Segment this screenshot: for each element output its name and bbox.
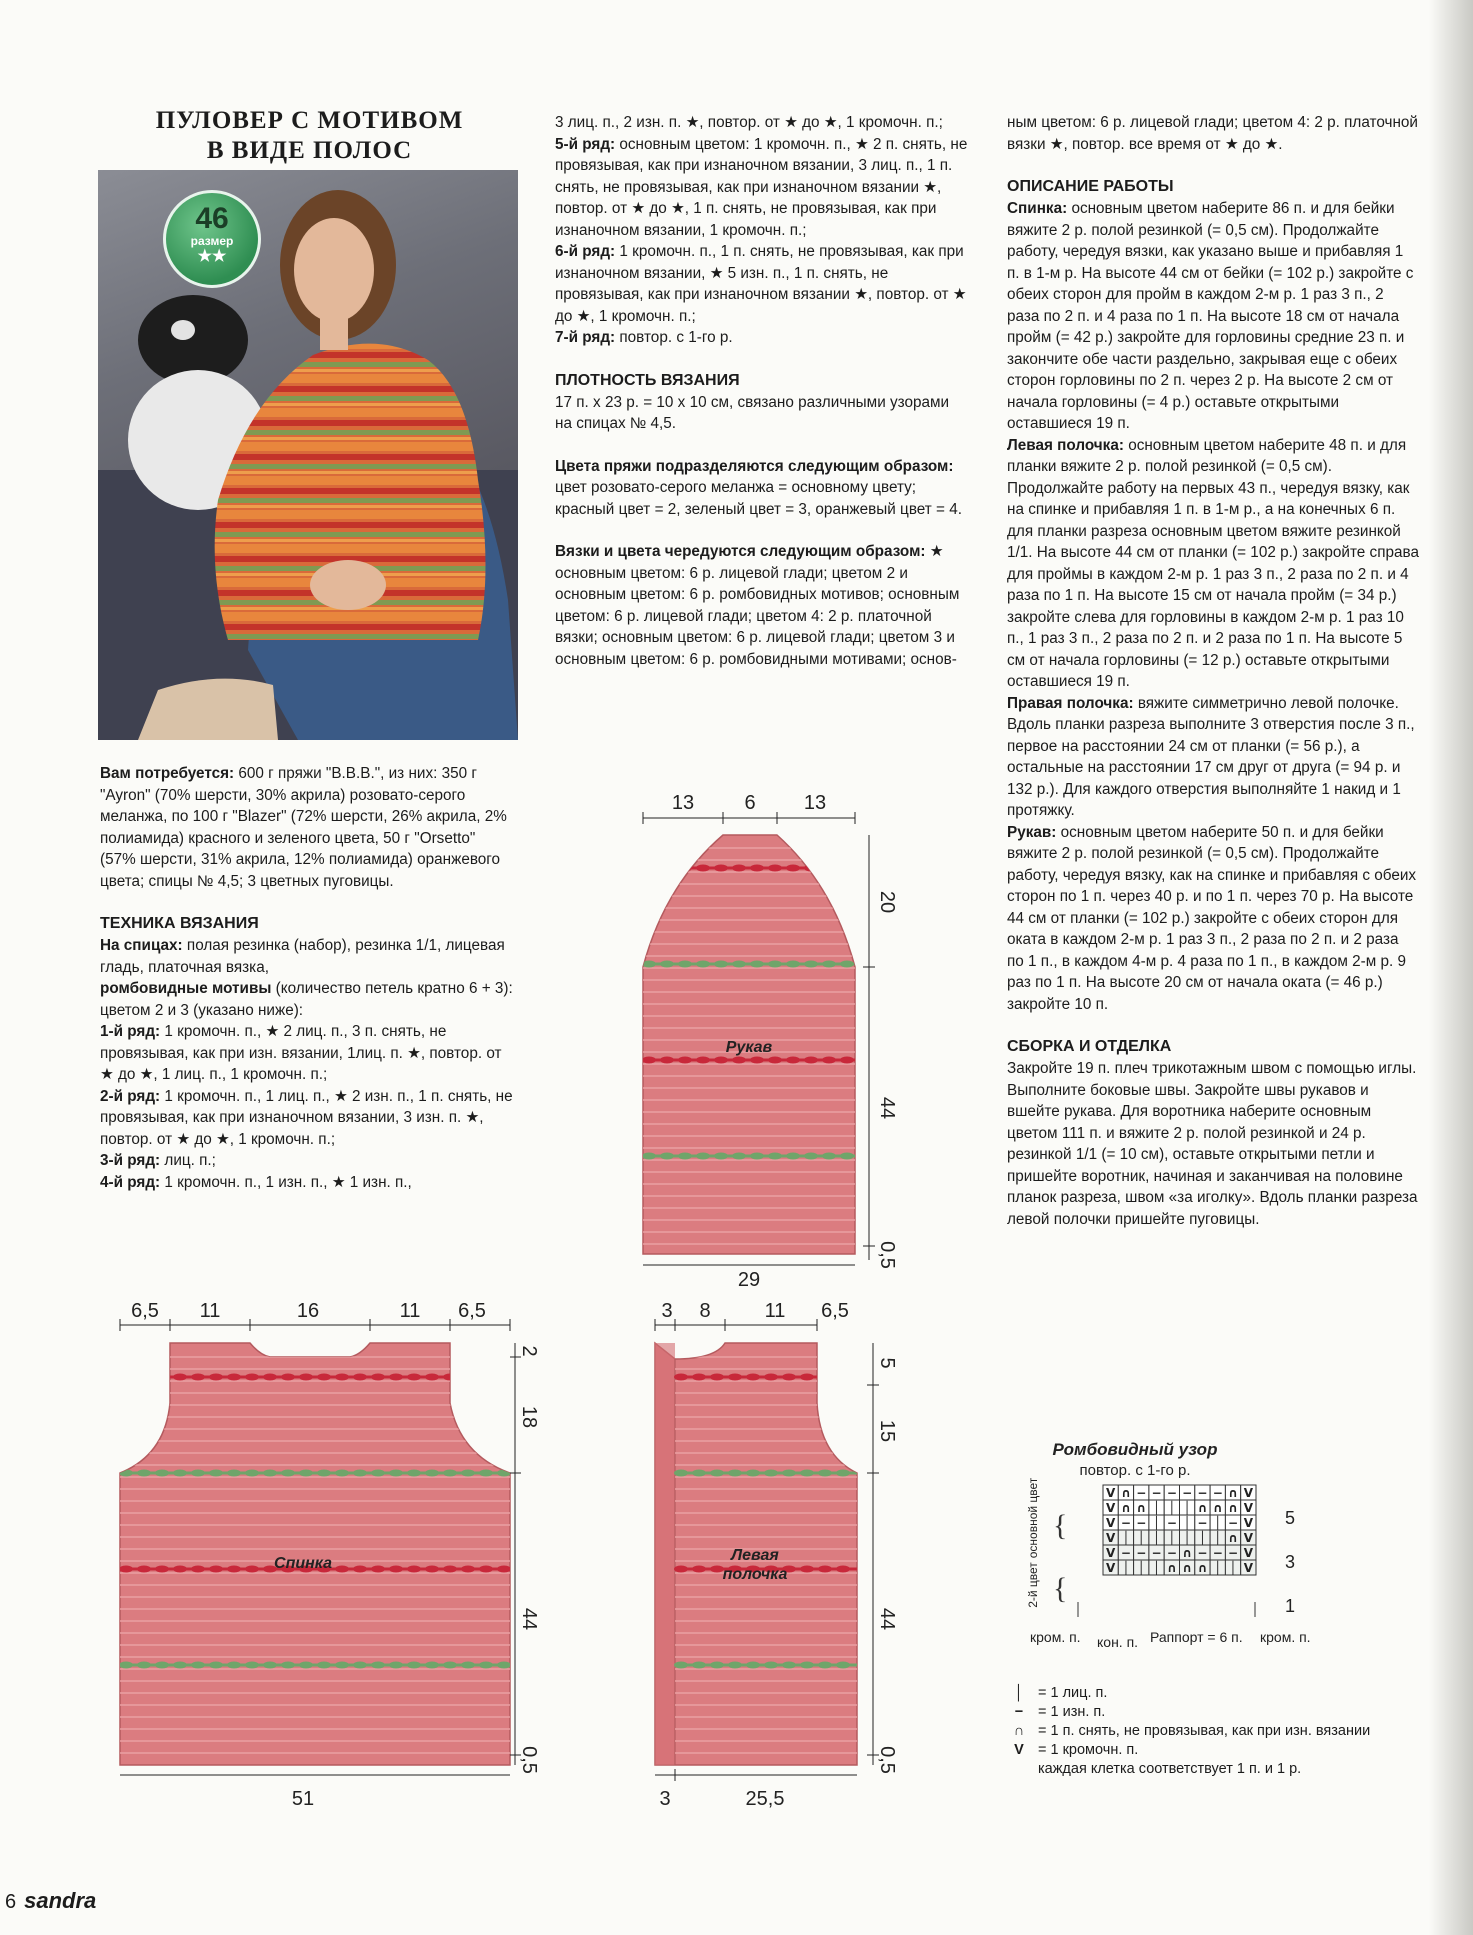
dim-front-right-3: 44 (876, 1607, 898, 1631)
motif-dot (443, 1566, 457, 1573)
chart-cell-symbol: − (1120, 1546, 1131, 1560)
motif-dot (840, 1153, 854, 1160)
chart-cell-symbol: V (1106, 1561, 1116, 1575)
motif-dot (710, 1374, 724, 1381)
chart-cell-symbol: ∩ (1212, 1501, 1223, 1515)
section-title-assembly: СБОРКА И ОТДЕЛКА (1007, 1038, 1172, 1055)
chart-side-main: основной цвет (1026, 1477, 1040, 1559)
chart-cell-symbol: ∩ (1197, 1501, 1208, 1515)
motif-dot (119, 1566, 133, 1573)
motif-dot (768, 865, 782, 872)
dim-front-top-2: 8 (699, 1300, 711, 1322)
dim-back-top-3: 16 (296, 1300, 320, 1322)
chart-cell-symbol: − (1151, 1546, 1162, 1560)
motif-dot (317, 1470, 331, 1477)
motif-dot (371, 1374, 385, 1381)
motif-dot (281, 1662, 295, 1669)
motif-dot (750, 1057, 764, 1064)
motif-dot (497, 1662, 511, 1669)
motif-dot (443, 1374, 457, 1381)
chart-cell-symbol: V (1106, 1501, 1116, 1515)
chart-legend (1003, 1684, 1403, 1779)
chart-cell-symbol: ∩ (1121, 1501, 1131, 1515)
chart-cell-symbol: │ (1214, 1561, 1222, 1575)
chart-cell-symbol: │ (1122, 1561, 1130, 1575)
chart-cell-symbol: ∩ (1228, 1531, 1238, 1545)
chart-cell-symbol: │ (1122, 1531, 1130, 1545)
motif-dot (782, 1374, 796, 1381)
motif-dot (461, 1470, 475, 1477)
motif-dot (714, 865, 728, 872)
chart-side-2: 2-й цвет (1026, 1562, 1040, 1608)
motif-dot (836, 1470, 850, 1477)
chart-cell-symbol: │ (1152, 1501, 1161, 1515)
slip-symbol-icon: ∩ (1013, 1723, 1025, 1739)
motif-dot (660, 1153, 674, 1160)
chart-cell-symbol: ∩ (1228, 1486, 1238, 1500)
column-3: ным цветом: 6 р. лицевой глади; цветом 4: 2 р. платочной вязки ★, повтор. все время от ★ до ★. ОПИСАНИЕ РАБОТЫ Спинка: основным цветом наберите 86 п. и для бейки вяжите 2 р. полой резинкой (= 0,5 см). Продолжайте работу, чередуя вязки, как указано выше и прибавляя 1 п. в 1-м р. На высоте 44 см от бейки (= 102 р.) закройте с обеих сторон для пройм в каждом 2-м р. 1 раз 3 п., 2 раза по 2 п. и 4 раза по 1 п. На высоте 18 см от начала пройм (= 42 р.) закройте для горловины средние 23 п. и закончите обе части раздельно, закрывая еще с обеих сторон горловины по 2 п. через 2 р. На высоте 2 см от начала горловины (= 4 р.) оставьте открытыми оставшиеся 19 п. Левая полочка: основным цветом наберите 48 п. и для планки вяжите 2 р. полой резинкой (= 0,5 см). Продолжайте работу на первых 43 п., чередуя вязку, как на спинке и прибавляя 1 п. в 1-м р., а на конечных 6 п. для планки разреза основным цветом вяжите резинкой 1/1. На высоте 44 см от планки (= 102 р.) закройте справа для проймы в каждом 2-м р. 1 раз 3 п., 2 раза по 2 п. и 4 раза по 1 п. На высоте 15 см от начала пройм (= 34 р.) закройте слева для горловины в каждом 2-м р. 1 раз 10 п., 1 раз 3 п., 2 раза по 2 п. и 2 раза по 1 п. На высоте 5 см от начала горловины (= 12 р.) оставьте открытыми оставшиеся 19 п. Правая полочка: вяжите симметрично левой полочке. Вдоль планки разреза выполните 3 отверстия после 3 п., первое на расстоянии 24 см от планки (= 56 р.), а остальные на расстоянии 17 см друг от друга (= 94 р. и 132 р.). Для каждого отверстия выполняйте 1 накид и 1 протяжку. Рукав: основным цветом наберите 50 п. и для бейки вяжите 2 р. полой резинкой (= 0,5 см). Продолжайте работу, чередуя вязку, как на спинке и прибавляя с обеих сторон по 1 п. через 40 р. и по 1 п. через 70 р. На высоте 44 см от планки (= 102 р.) закройте с обеих сторон для оката в каждом 2-м р. 1 раз 3 п., 2 раза по 2 п. и 2 раза по 1 п., в каждом 4-м р. 4 раза по 1 п., в каждом 2-м р. 9 раз по 1 п. На высоте 20 см от начала оката (= 46 р.) закройте 10 п. СБОРКА И ОТДЕЛКА Закройте 19 п. плеч трикотажным швом с помощью иглы. Выполните боковые швы. Закройте швы рукавов и вшейте рукава. Для воротника наберите основным цветом 111 п. и вяжите 2 р. полой резинкой и 24 р. резинкой 1/1 (= 10 см), оставьте открытыми петли и пришейте воротник, начиная и заканчивая на половине планок разреза, швом «за иголку». Вдоль планки разреза левой полочки пришейте пуговицы. (1007, 114, 1419, 1228)
motif-dot (678, 1057, 692, 1064)
motif-dot (371, 1662, 385, 1669)
chart-cell-symbol: │ (1183, 1531, 1191, 1545)
motif-dot (642, 865, 656, 872)
motif-dot (822, 961, 836, 968)
motif-dot (822, 1153, 836, 1160)
knit-symbol-icon: │ (1014, 1685, 1024, 1701)
dim-back-top-1: 6,5 (131, 1300, 159, 1322)
column-2: 3 лиц. п., 2 изн. п. ★, повтор. от ★ до ★, 1 кромочн. п.; 5-й ряд: основным цветом: 1 кромочн. п., ★ 2 п. снять, не провязывая, как при изнаночном вязании, 3 лиц. п., 1 п. снять, не провязывая, как при изнаночном вязании ★, повтор. от ★ до ★, 1 п. снять, не провязывая, как при изнаночном вязании, 1 кромочн. п.; 6-й ряд: 1 кромочн. п., 1 п. снять, не провязывая, как при изнаночном вязании, ★ 5 изн. п., 1 п. снять, не провязывая, как при изнаночном вязании ★, повтор. от ★ до ★, 1 кромочн. п.; 7-й ряд: повтор. с 1-го р. ПЛОТНОСТЬ ВЯЗАНИЯ 17 п. х 23 р. = 10 х 10 см, связано различными узорами на спицах № 4,5. Цвета пряжи подразделяются следующим образом: цвет розовато-серого меланжа = основному цвету; красный цвет = 2, зеленый цвет = 3, оранжевый цвет = 4. Вязки и цвета чередуются следующим образом: ★ основным цветом: 6 р. лицевой глади; цветом 2 и основным цветом: 6 р. ромбовидных мотивов; основным цветом: 6 р. лицевой глади; цветом 4: 2 р. платочной вязки; основным цветом: 6 р. лицевой глади; цветом 3 и основным цветом: 6 р. ромбовидными мотивами; основ- (555, 112, 970, 670)
chart-cell-symbol: │ (1152, 1531, 1161, 1545)
motif-dot (353, 1662, 367, 1669)
motif-dot (786, 865, 800, 872)
dim-back-right-2: 18 (518, 1405, 540, 1429)
chart-cell-symbol: − (1182, 1486, 1193, 1500)
sleeve-label: Рукав (725, 1039, 773, 1056)
motif-dot (818, 1566, 832, 1573)
legend-edge: V = 1 кромочн. п. (1003, 1741, 1403, 1760)
motif-dot (137, 1566, 151, 1573)
dim-back-top-4: 11 (399, 1300, 421, 1322)
stitch-chart (1015, 1435, 1345, 1665)
motif-dot (710, 1470, 724, 1477)
motif-dot (804, 1153, 818, 1160)
motif-dot (119, 1662, 133, 1669)
motif-dot (155, 1566, 169, 1573)
motif-dot (786, 1057, 800, 1064)
back-label: Спинка (274, 1555, 332, 1572)
motif-dot (353, 1470, 367, 1477)
motif-dot (137, 1662, 151, 1669)
motif-dot (764, 1662, 778, 1669)
chart-cell-symbol: V (1243, 1486, 1253, 1500)
motif-dot (497, 1374, 511, 1381)
motif-dot (674, 1566, 688, 1573)
legend-purl: − = 1 изн. п. (1003, 1703, 1403, 1722)
chart-cell-symbol: V (1106, 1546, 1116, 1560)
motif-dot (728, 1470, 742, 1477)
chart-cell-symbol: V (1243, 1546, 1253, 1560)
chart-cell-symbol: │ (1214, 1531, 1222, 1545)
motif-dot (425, 1566, 439, 1573)
motif-dot (732, 1057, 746, 1064)
dim-sleeve-right-1: 20 (876, 890, 898, 914)
motif-dot (245, 1470, 259, 1477)
chart-cell-symbol: ∩ (1197, 1561, 1208, 1575)
motif-dot (692, 1662, 706, 1669)
chart-cell-symbol: − (1166, 1486, 1177, 1500)
chart-cell-symbol: │ (1198, 1531, 1207, 1545)
chart-cell-symbol: │ (1152, 1516, 1161, 1530)
page-title: ПУЛОВЕР С МОТИВОМ В ВИДЕ ПОЛОС (155, 107, 464, 164)
legend-note: каждая клетка соответствует 1 п. и 1 р. (1038, 1761, 1302, 1777)
dim-front-right-4: 0,5 (876, 1746, 898, 1774)
motif-dot (822, 1057, 836, 1064)
motif-dot (479, 1470, 493, 1477)
motif-dot (800, 1566, 814, 1573)
motif-dot (353, 1566, 367, 1573)
dim-back-right-4: 0,5 (518, 1746, 540, 1774)
dim-sleeve-top-2: 6 (744, 792, 756, 814)
chart-cell-symbol: │ (1229, 1561, 1237, 1575)
motif-dot (119, 1470, 133, 1477)
motif-dot (371, 1566, 385, 1573)
motif-dot (836, 1566, 850, 1573)
chart-cell-symbol: │ (1214, 1516, 1222, 1530)
motif-dot (335, 1470, 349, 1477)
motif-dot (137, 1374, 151, 1381)
motif-dot (155, 1470, 169, 1477)
motif-dot (407, 1470, 421, 1477)
chart-cell-symbol: − (1166, 1546, 1177, 1560)
motif-dot (840, 961, 854, 968)
motif-dot (804, 961, 818, 968)
motif-dot (191, 1662, 205, 1669)
motif-dot (209, 1470, 223, 1477)
motif-dot (782, 1662, 796, 1669)
motif-dot (786, 961, 800, 968)
motif-dot (768, 961, 782, 968)
chart-cell-symbol: − (1136, 1486, 1147, 1500)
dim-back-right-1: 2 (518, 1345, 540, 1357)
motif-dot (746, 1662, 760, 1669)
chart-cell-symbol: V (1106, 1486, 1116, 1500)
motif-dot (263, 1374, 277, 1381)
motif-dot (692, 1470, 706, 1477)
chart-cell-symbol: − (1212, 1546, 1223, 1560)
dim-sleeve-right-3: 0,5 (876, 1241, 898, 1269)
chart-krom-left: кром. п. (1030, 1629, 1081, 1645)
dim-sleeve-top-1: 13 (671, 792, 695, 814)
motif-dot (443, 1662, 457, 1669)
motif-dot (674, 1470, 688, 1477)
motif-dot (800, 1374, 814, 1381)
chart-row-num-1: 1 (1285, 1596, 1296, 1616)
motif-dot (696, 1057, 710, 1064)
motif-dot (389, 1662, 403, 1669)
chart-grid (1103, 1485, 1256, 1575)
chart-cell-symbol: V (1243, 1516, 1253, 1530)
chart-cell-symbol: ∩ (1121, 1486, 1131, 1500)
motif-dot (425, 1662, 439, 1669)
motif-dot (407, 1662, 421, 1669)
motif-dot (768, 1057, 782, 1064)
page-footer (5, 1888, 96, 1914)
motif-dot (407, 1566, 421, 1573)
motif-dot (818, 1470, 832, 1477)
dim-front-top-4: 6,5 (821, 1300, 849, 1322)
front-label-2: полочка (722, 1566, 788, 1583)
motif-dot (317, 1662, 331, 1669)
chart-cell-symbol: − (1136, 1516, 1147, 1530)
chart-cell-symbol: │ (1137, 1561, 1145, 1575)
motif-dot (660, 961, 674, 968)
motif-dot (461, 1374, 475, 1381)
chart-cell-symbol: ∩ (1182, 1561, 1193, 1575)
motif-dot (696, 1153, 710, 1160)
chart-cell-symbol: − (1197, 1546, 1208, 1560)
chart-cell-symbol: │ (1183, 1501, 1191, 1515)
motif-dot (728, 1374, 742, 1381)
motif-dot (768, 1153, 782, 1160)
chart-cell-symbol: │ (1183, 1516, 1191, 1530)
motif-dot (371, 1470, 385, 1477)
motif-dot (245, 1566, 259, 1573)
chart-cell-symbol: V (1243, 1531, 1253, 1545)
chart-cell-symbol: │ (1168, 1531, 1176, 1545)
motif-dot (696, 961, 710, 968)
motif-dot (425, 1470, 439, 1477)
motif-dot (119, 1374, 133, 1381)
materials-paragraph: Вам потребуется: 600 г пряжи "B.B.B.", из них: 350 г "Ayron" (70% шерсти, 30% акрила) розовато-серого меланжа, по 100 г "Blazer" (72% шерсти, 26% акрила, 2% полиамида) красного и зеленого цвета, 50 г "Orsetto" (57% шерсти, 31% акрила, 12% полиамида) оранжевого цвета; спицы № 4,5; 3 цветных пуговицы. (100, 765, 507, 890)
motif-dot (800, 1662, 814, 1669)
motif-dot (764, 1374, 778, 1381)
dim-front-top-1: 3 (661, 1300, 673, 1322)
chart-kon: кон. п. (1097, 1634, 1139, 1650)
motif-dot (263, 1470, 277, 1477)
motif-dot (732, 1153, 746, 1160)
page-number: 6 (5, 1891, 17, 1913)
motif-dot (728, 1662, 742, 1669)
chart-cell-symbol: │ (1152, 1561, 1161, 1575)
chart-cell-symbol: − (1120, 1516, 1131, 1530)
motif-dot (245, 1374, 259, 1381)
back-schematic (110, 1295, 540, 1825)
motif-dot (732, 961, 746, 968)
motif-dot (732, 865, 746, 872)
chart-cell-symbol: − (1197, 1516, 1208, 1530)
motif-dot (299, 1470, 313, 1477)
motif-dot (674, 1662, 688, 1669)
section-title-work: ОПИСАНИЕ РАБОТЫ (1007, 178, 1174, 195)
dim-back-bottom: 51 (291, 1788, 315, 1810)
motif-dot (227, 1662, 241, 1669)
size-badge: 46 размер ★★ (163, 190, 261, 288)
section-title-technique: ТЕХНИКА ВЯЗАНИЯ (100, 915, 259, 932)
motif-dot (227, 1374, 241, 1381)
motif-dot (281, 1374, 295, 1381)
motif-dot (479, 1566, 493, 1573)
chart-bracket-2: { (1053, 1572, 1068, 1605)
motif-dot (227, 1566, 241, 1573)
dim-front-bottom-1: 3 (659, 1788, 671, 1810)
motif-dot (137, 1470, 151, 1477)
motif-dot (335, 1374, 349, 1381)
dim-back-top-2: 11 (199, 1300, 221, 1322)
dim-back-top-5: 6,5 (458, 1300, 486, 1322)
motif-dot (155, 1374, 169, 1381)
motif-dot (696, 865, 710, 872)
chart-rapport: Раппорт = 6 п. (1150, 1629, 1243, 1645)
motif-dot (407, 1374, 421, 1381)
motif-dot (443, 1470, 457, 1477)
motif-dot (642, 1057, 656, 1064)
motif-dot (173, 1374, 187, 1381)
motif-dot (714, 1057, 728, 1064)
chart-cell-symbol: V (1243, 1561, 1253, 1575)
motif-dot (836, 1662, 850, 1669)
motif-dot (840, 1057, 854, 1064)
chart-cell-symbol: − (1136, 1546, 1147, 1560)
motif-dot (389, 1470, 403, 1477)
dim-front-top-3: 11 (764, 1300, 786, 1322)
chart-cell-symbol: − (1228, 1546, 1239, 1560)
chart-cell-symbol: V (1243, 1501, 1253, 1515)
motif-dot (660, 1057, 674, 1064)
motif-dot (692, 1374, 706, 1381)
motif-dot (263, 1662, 277, 1669)
motif-dot (209, 1566, 223, 1573)
chart-cell-symbol: ∩ (1182, 1546, 1193, 1560)
motif-dot (245, 1662, 259, 1669)
chart-row-num-3: 3 (1285, 1552, 1296, 1572)
motif-dot (209, 1374, 223, 1381)
motif-dot (786, 1153, 800, 1160)
motif-dot (714, 1153, 728, 1160)
magazine-brand: sandra (24, 1888, 97, 1913)
dim-sleeve-bottom: 29 (737, 1269, 761, 1291)
motif-dot (840, 865, 854, 872)
motif-dot (750, 1153, 764, 1160)
chart-cell-symbol: V (1106, 1516, 1116, 1530)
page-edge-shadow (1429, 0, 1473, 1935)
chart-krom-right: кром. п. (1260, 1629, 1311, 1645)
motif-dot (479, 1374, 493, 1381)
motif-dot (678, 1153, 692, 1160)
chart-cell-symbol: ∩ (1136, 1501, 1147, 1515)
motif-dot (750, 961, 764, 968)
motif-dot (335, 1662, 349, 1669)
dim-back-right-3: 44 (518, 1607, 540, 1631)
chart-cell-symbol: − (1212, 1486, 1223, 1500)
motif-dot (425, 1374, 439, 1381)
motif-dot (155, 1662, 169, 1669)
dim-front-right-1: 5 (876, 1357, 898, 1369)
motif-dot (299, 1662, 313, 1669)
motif-dot (800, 1470, 814, 1477)
purl-symbol-icon: − (1014, 1704, 1024, 1720)
motif-dot (317, 1374, 331, 1381)
dim-front-bottom-2: 25,5 (745, 1788, 785, 1810)
motif-dot (674, 1374, 688, 1381)
motif-dot (782, 1470, 796, 1477)
chart-cell-symbol: − (1197, 1486, 1208, 1500)
motif-dot (299, 1374, 313, 1381)
motif-dot (389, 1374, 403, 1381)
motif-dot (750, 865, 764, 872)
motif-dot (227, 1470, 241, 1477)
motif-dot (746, 1374, 760, 1381)
motif-dot (678, 961, 692, 968)
dim-front-right-2: 15 (876, 1419, 898, 1443)
motif-dot (714, 961, 728, 968)
left-front-schematic (645, 1295, 905, 1825)
motif-dot (710, 1662, 724, 1669)
motif-dot (209, 1662, 223, 1669)
chart-cell-symbol: − (1228, 1516, 1239, 1530)
chart-cell-symbol: V (1106, 1531, 1116, 1545)
sleeve-schematic (625, 790, 898, 1291)
chart-subtitle: повтор. с 1-го р. (1079, 1462, 1191, 1479)
motif-dot (642, 1153, 656, 1160)
chart-cell-symbol: − (1151, 1486, 1162, 1500)
section-title-density: ПЛОТНОСТЬ ВЯЗАНИЯ (555, 371, 740, 389)
motif-dot (191, 1566, 205, 1573)
motif-dot (191, 1374, 205, 1381)
motif-dot (389, 1566, 403, 1573)
motif-dot (660, 865, 674, 872)
motif-dot (746, 1470, 760, 1477)
motif-dot (461, 1662, 475, 1669)
motif-dot (818, 1662, 832, 1669)
chart-bracket-1: { (1053, 1509, 1068, 1542)
column-1: Вам потребуется: 600 г пряжи "B.B.B.", из них: 350 г "Ayron" (70% шерсти, 30% акрила) розовато-серого меланжа, по 100 г "Blazer" (72% шерсти, 26% акрила, 2% полиамида) красного и зеленого цвета, 50 г "Orsetto" (57% шерсти, 31% акрила, 12% полиамида) оранжевого цвета; спицы № 4,5; 3 цветных пуговицы. ТЕХНИКА ВЯЗАНИЯ На спицах: полая резинка (набор), резинка 1/1, лицевая гладь, платочная вязка, ромбовидные мотивы (количество петель кратно 6 + 3): цветом 2 и 3 (указано ниже): 1-й ряд: 1 кромочн. п., ★ 2 лиц. п., 3 п. снять, не провязывая, как при изн. вязании, 1лиц. п. ★, повтор. от ★ до ★, 1 лиц. п., 1 кромочн. п.; 2-й ряд: 1 кромочн. п., 1 лиц. п., ★ 2 изн. п., 1 п. снять, не провязывая, как при изнаночном вязании, 3 изн. п. ★, повтор. от ★ до ★, 1 кромочн. п.; 3-й ряд: лиц. п.; 4-й ряд: 1 кромочн. п., 1 изн. п., ★ 1 изн. п., (100, 763, 515, 1193)
dim-sleeve-top-3: 13 (803, 792, 827, 814)
chart-cell-symbol: │ (1168, 1501, 1176, 1515)
edge-symbol-icon: V (1014, 1742, 1024, 1758)
dim-sleeve-right-2: 44 (876, 1096, 898, 1120)
chart-cell-symbol: ∩ (1228, 1501, 1238, 1515)
motif-dot (836, 1374, 850, 1381)
chart-cell-symbol: ∩ (1166, 1561, 1177, 1575)
chart-row-num-5: 5 (1285, 1508, 1296, 1528)
chart-cell-symbol: │ (1137, 1531, 1145, 1545)
legend-knit: │ = 1 лиц. п. (1003, 1684, 1403, 1703)
motif-dot (804, 1057, 818, 1064)
motif-dot (335, 1566, 349, 1573)
motif-dot (461, 1566, 475, 1573)
motif-dot (173, 1566, 187, 1573)
chart-title: Ромбовидный узор (1052, 1440, 1218, 1459)
motif-dot (764, 1470, 778, 1477)
motif-dot (822, 865, 836, 872)
motif-dot (497, 1566, 511, 1573)
motif-dot (173, 1470, 187, 1477)
motif-dot (191, 1470, 205, 1477)
motif-dot (479, 1662, 493, 1669)
model-photo (98, 170, 518, 740)
motif-dot (692, 1566, 706, 1573)
motif-dot (281, 1470, 295, 1477)
motif-dot (173, 1662, 187, 1669)
motif-dot (678, 865, 692, 872)
front-label-1: Левая (731, 1547, 779, 1564)
motif-dot (818, 1374, 832, 1381)
legend-slip: ∩ = 1 п. снять, не провязывая, как при изн. вязании (1003, 1722, 1403, 1741)
motif-dot (353, 1374, 367, 1381)
chart-cell-symbol: − (1166, 1516, 1177, 1530)
photo-illustration (98, 170, 518, 740)
